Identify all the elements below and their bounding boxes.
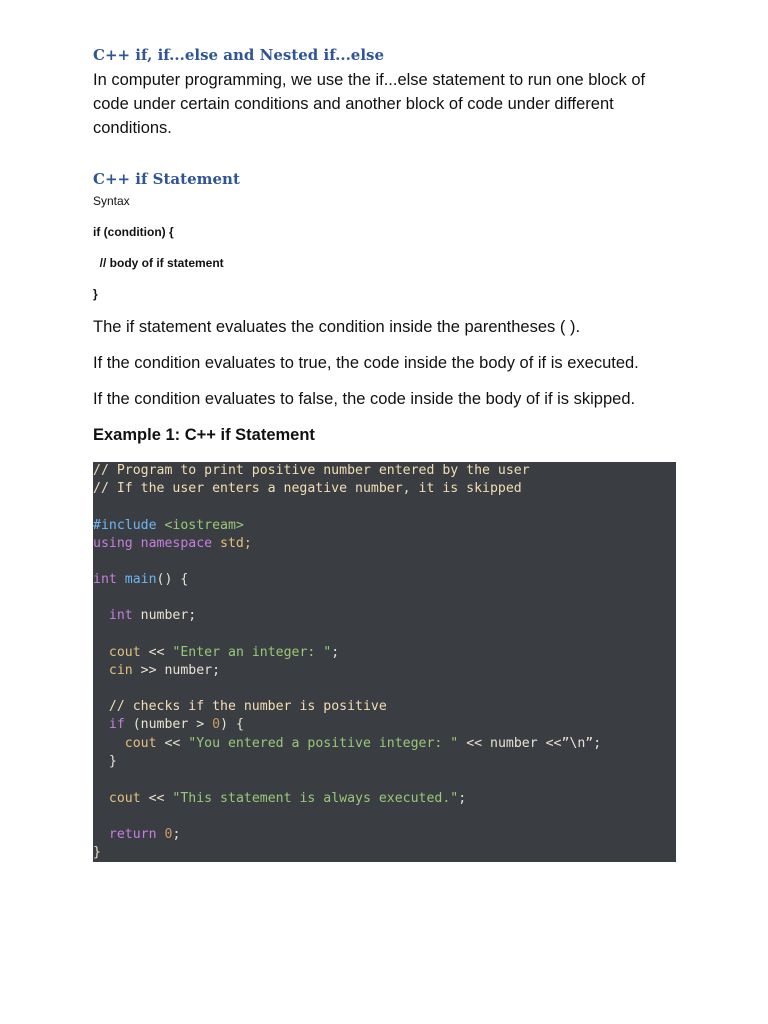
code-line (93, 826, 180, 844)
code-keyword: int (108, 608, 133, 623)
code-keyword: using namespace (93, 536, 213, 551)
code-identifier: cout (108, 791, 141, 806)
code-text: number; (132, 608, 197, 623)
code-text: } (93, 845, 101, 860)
code-line (93, 662, 220, 680)
code-block (93, 462, 676, 862)
syntax-line: if (condition) { (93, 225, 174, 239)
code-number: 0 (164, 827, 173, 842)
syntax-line: } (93, 287, 98, 301)
code-line (93, 716, 244, 734)
code-number: 0 (212, 717, 221, 732)
code-text: << (156, 736, 189, 751)
code-line (93, 735, 601, 753)
code-comment: // checks if the number is positive (108, 699, 387, 714)
code-text: ; (331, 645, 340, 660)
code-comment: // If the user enters a negative number, it is skipped (93, 481, 522, 496)
code-text: (number > (124, 717, 213, 732)
code-text: << number <<”\n”; (458, 736, 602, 751)
code-line (93, 517, 244, 535)
code-comment: // Program to print positive number entered by the user (93, 463, 530, 478)
syntax-label: Syntax (93, 194, 130, 208)
code-string: "This statement is always executed." (172, 791, 459, 806)
paragraph: If the condition evaluates to false, the code inside the body of if is skipped. (93, 390, 636, 408)
code-string: "Enter an integer: " (172, 645, 332, 660)
code-text: () { (156, 572, 189, 587)
code-keyword: return (108, 827, 157, 842)
code-string: "You entered a positive integer: " (188, 736, 459, 751)
code-namespace: std; (212, 536, 252, 551)
code-keyword: int (93, 572, 117, 587)
paragraph: If the condition evaluates to true, the code inside the body of if is executed. (93, 354, 639, 372)
code-text: ; (172, 827, 181, 842)
code-text: } (108, 754, 117, 769)
code-line (93, 790, 466, 808)
heading-if-statement: C++ if Statement (93, 170, 240, 188)
code-text: ) { (220, 717, 244, 732)
code-keyword: if (108, 717, 125, 732)
code-line (93, 698, 387, 716)
intro-paragraph: In computer programming, we use the if...else statement to run one block of code under certain conditions and another block of code under different conditions. (93, 71, 646, 137)
heading-main: C++ if, if...else and Nested if...else (93, 46, 385, 64)
code-identifier: cin (108, 663, 133, 678)
code-identifier: cout (124, 736, 157, 751)
code-text: << (140, 791, 173, 806)
code-line (93, 571, 188, 589)
code-line (93, 753, 117, 771)
code-line (93, 644, 339, 662)
code-line (93, 462, 530, 480)
code-line (93, 480, 522, 498)
syntax-line: // body of if statement (93, 256, 224, 270)
code-text: ; (458, 791, 467, 806)
code-line (93, 607, 196, 625)
code-header: <iostream> (156, 518, 244, 533)
code-function: main (124, 572, 157, 587)
example-title: Example 1: C++ if Statement (93, 426, 315, 444)
code-text: << (140, 645, 173, 660)
code-line (93, 535, 252, 553)
code-text: >> number; (132, 663, 221, 678)
code-identifier: cout (108, 645, 141, 660)
code-line (93, 844, 101, 862)
paragraph: The if statement evaluates the condition inside the parentheses ( ). (93, 318, 581, 336)
code-preprocessor: #include (93, 518, 157, 533)
